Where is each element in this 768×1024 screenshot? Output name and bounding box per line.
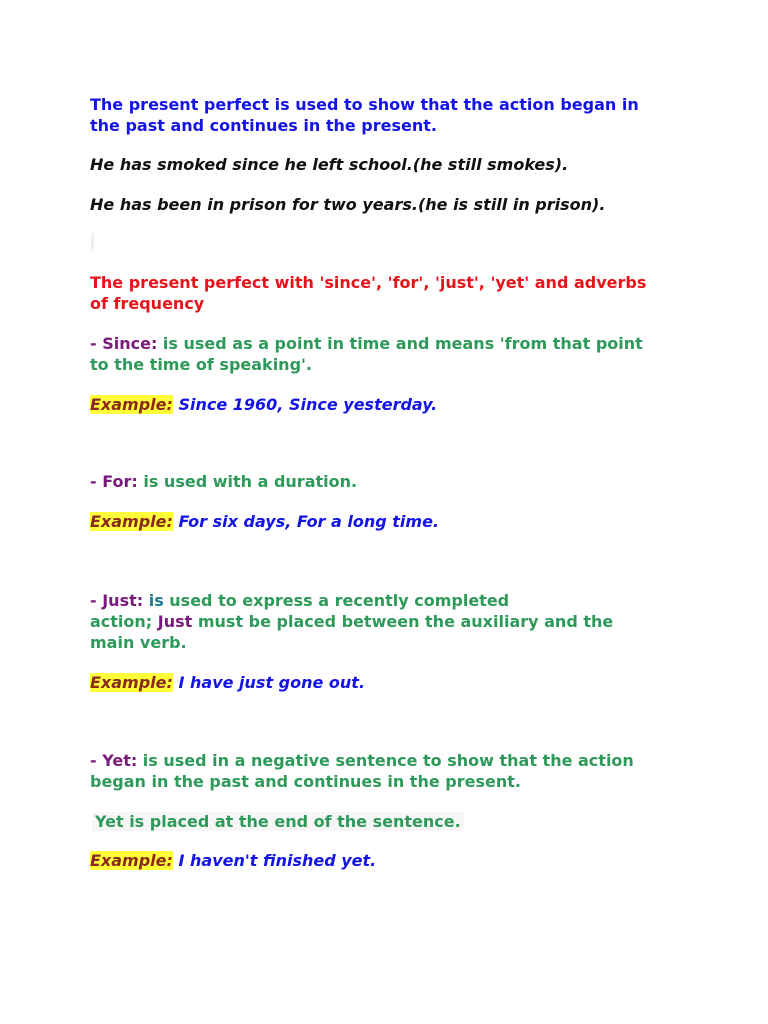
just-definition-line-2: [90, 611, 613, 632]
yet-definition-line-2: began in the past and continues in the present.: [90, 772, 521, 791]
section-heading-line-2: of frequency: [90, 294, 205, 313]
intro-line-2: the past and continues in the present.: [90, 116, 437, 135]
since-term: Since:: [102, 334, 158, 353]
for-dash: -: [90, 472, 103, 491]
just-is-word: is: [143, 591, 164, 610]
since-definition-line-1: [90, 333, 643, 354]
since-dash: -: [90, 334, 103, 353]
section-heading-line-1: The present perfect with 'since', 'for', 'just', 'yet' and adverbs: [90, 273, 647, 292]
since-definition-line-2: to the time of speaking'.: [90, 355, 312, 374]
yet-example: [90, 850, 376, 871]
just-example: [90, 672, 365, 693]
just-desc-1: used to express a recently completed: [163, 591, 510, 610]
intro-line-1: The present perfect is used to show that the action began in: [90, 95, 639, 114]
yet-definition-line-1: [90, 750, 634, 771]
for-example-label: Example:: [90, 512, 173, 531]
for-desc: is used with a duration.: [137, 472, 358, 491]
yet-example-label: Example:: [90, 851, 173, 870]
for-example-text: For six days, For a long time.: [172, 512, 440, 531]
text-cursor-mark: [91, 233, 94, 251]
since-desc-1: is used as a point in time and means 'from that point: [157, 334, 643, 353]
just-term-2: Just: [157, 612, 193, 631]
just-definition-line-1: [90, 590, 509, 611]
for-example: [90, 511, 439, 532]
yet-dash: -: [90, 751, 103, 770]
example-sentence-2: He has been in prison for two years.(he is still in prison).: [90, 195, 606, 214]
just-desc-2b: must be placed between the auxiliary and the: [192, 612, 614, 631]
just-term: Just:: [102, 591, 144, 610]
yet-term: Yet:: [102, 751, 138, 770]
since-example-text: Since 1960, Since yesterday.: [172, 395, 438, 414]
yet-desc-1: is used in a negative sentence to show that the action: [137, 751, 634, 770]
just-dash: -: [90, 591, 103, 610]
example-sentence-1: He has smoked since he left school.(he still smokes).: [90, 155, 569, 174]
for-term: For:: [102, 472, 138, 491]
yet-note-text: Yet is placed at the end of the sentence.: [92, 812, 464, 831]
since-example: [90, 394, 437, 415]
yet-placement-note: [92, 811, 464, 832]
since-example-label: Example:: [90, 395, 173, 414]
just-definition-line-3: main verb.: [90, 633, 187, 652]
for-definition: [90, 471, 357, 492]
just-example-label: Example:: [90, 673, 173, 692]
yet-example-text: I haven't finished yet.: [172, 851, 377, 870]
just-desc-2a: action;: [90, 612, 158, 631]
just-example-text: I have just gone out.: [172, 673, 366, 692]
